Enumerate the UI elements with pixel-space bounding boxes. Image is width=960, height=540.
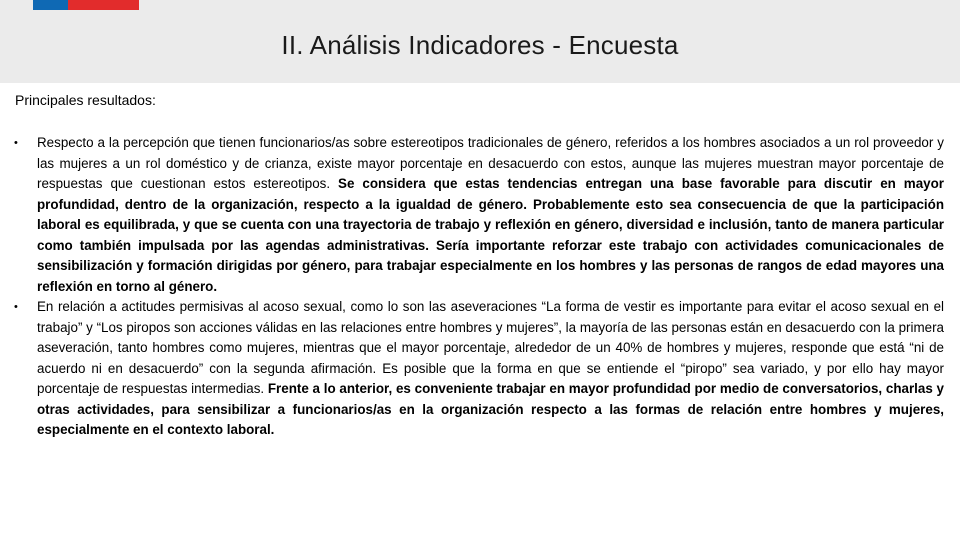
slide-header: [0, 0, 960, 83]
bullet-icon: •: [14, 137, 18, 149]
bullet-text: Respecto a la percepción que tienen funcionarios/as sobre estereotipos tradicionales de género, referidos a los hombres asociados a un rol proveedor y las mujeres a un rol doméstico y de crianza, existe mayor porcentaje en desacuerdo con estos, aunque las mujeres muestran mayor porcentaje de respuestas que cuestionan estos estereotipos.: [37, 135, 944, 191]
slide-title: II. Análisis Indicadores - Encuesta: [281, 30, 679, 60]
results-list: [14, 133, 944, 441]
bullet-text: En relación a actitudes permisivas al acoso sexual, como lo son las aseveraciones “La forma de vestir es importante para evitar el acoso sexual en el trabajo” y “Los piropos son acciones válidas en las relaciones entre hombres y mujeres”, la mayoría de las personas están en desacuerdo con la primera aseveración, tanto hombres como mujeres, mientras que el mayor porcentaje, alrededor de un 40% de hombres y mujeres, responde que está “ni de acuerdo ni en desacuerdo” con la segunda afirmación. Es posible que la forma en que se entiende el “piropo” sea variado, y por ello hay mayor porcentaje de respuestas intermedias.: [37, 299, 944, 396]
flag-stripe-blue: [33, 0, 68, 10]
bullet-emphasis: Se considera que estas tendencias entregan una base favorable para discutir en mayor profundidad, dentro de la organización, respecto a la igualdad de género. Probablemente esto sea consecuencia de que la participación laboral es equilibrada, y que se cuenta con una trayectoria de trabajo y reflexión en género, diversidad e inclusión, tanto de manera particular como también impulsada por las agendas administrativas. Sería importante reforzar este trabajo con actividades comunicacionales de sensibilización y formación dirigidas por género, para trabajar especialmente en los hombres y las personas de rangos de edad mayores una reflexión en torno al género.: [37, 176, 944, 294]
flag-stripe-red: [68, 0, 139, 10]
bullet-icon: •: [14, 301, 18, 313]
section-subtitle: Principales resultados:: [15, 92, 156, 108]
list-item: [14, 133, 944, 297]
bullet-emphasis: Frente a lo anterior, es conveniente trabajar en mayor profundidad por medio de conversatorios, charlas y otras actividades, para sensibilizar a funcionarios/as en la organización respecto a las formas de relación entre hombres y mujeres, especialmente en el contexto laboral.: [37, 381, 944, 437]
list-item: [14, 297, 944, 441]
